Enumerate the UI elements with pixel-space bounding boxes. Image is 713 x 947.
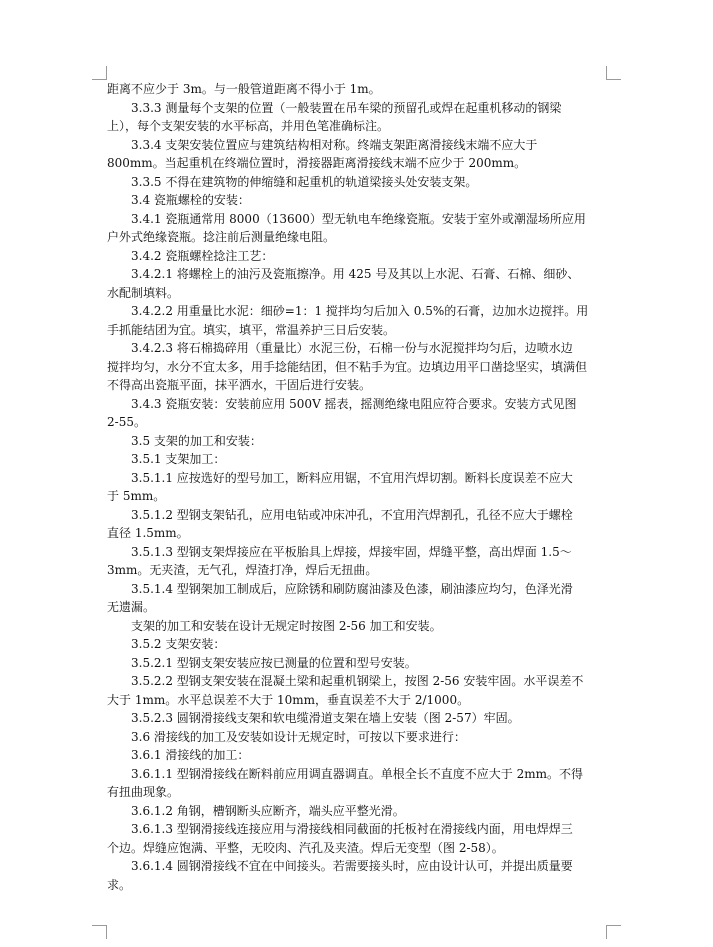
text-line: 3.6.1.4 圆钢滑接线不宜在中间接头。若需要接头时，应由设计认可，并提出质量要 bbox=[131, 859, 573, 873]
text-line: 2-55。 bbox=[107, 415, 146, 429]
paragraph bbox=[107, 136, 607, 173]
crop-mark-bottom-right-vertical bbox=[606, 925, 607, 939]
text-line: 800mm。当起重机在终端位置时，滑接器距离滑接线末端不应少于 200mm。 bbox=[107, 156, 527, 170]
crop-mark-bottom-left-horizontal bbox=[92, 925, 107, 926]
paragraph bbox=[107, 617, 607, 636]
text-line: 户外式绝缘瓷瓶。捻注前后测量绝缘电阻。 bbox=[107, 230, 336, 244]
paragraph bbox=[107, 857, 607, 894]
paragraph bbox=[107, 99, 607, 136]
paragraph bbox=[107, 580, 607, 617]
text-line: 3mm。无夹渣，无气孔，焊渣打净，焊后无扭曲。 bbox=[107, 563, 378, 577]
text-line: 手抓能结团为宜。填实，填平，常温养护三日后安装。 bbox=[107, 322, 396, 337]
text-line: 3.4.2.1 将螺栓上的油污及瓷瓶擦净。用 425 号及其以上水泥、石膏、石棉、细砂、 bbox=[131, 267, 580, 281]
crop-mark-top-right-vertical bbox=[606, 66, 607, 80]
text-line: 水配制填料。 bbox=[107, 285, 180, 300]
crop-mark-top-right-horizontal bbox=[606, 79, 621, 80]
text-line: 3.5.1.3 型钢支架焊接应在平板胎具上焊接，焊接牢固，焊缝平整，高出焊面 1.5～ bbox=[131, 544, 572, 559]
crop-mark-bottom-right-horizontal bbox=[606, 925, 621, 926]
paragraph bbox=[107, 543, 607, 580]
text-line: 个边。焊缝应饱满、平整，无咬肉、汽孔及夹渣。焊后无变型（图 2-58）。 bbox=[107, 840, 504, 855]
crop-mark-top-left-vertical bbox=[106, 66, 107, 80]
section-heading bbox=[107, 728, 607, 747]
section-heading bbox=[107, 191, 607, 210]
text-line: 3.4.3 瓷瓶安装：安装前应用 500V 摇表，摇测绝缘电阻应符合要求。安装方式见图 bbox=[131, 396, 577, 411]
text-line: 3.4.2.2 用重量比水泥：细砂=1：1 搅拌均匀后加入 0.5%的石膏，边加水边搅拌。用 bbox=[131, 304, 589, 318]
text-line: 3.4.2 瓷瓶螺栓捻注工艺： bbox=[131, 248, 274, 263]
text-line: 3.4 瓷瓶螺栓的安装： bbox=[131, 193, 250, 207]
paragraph bbox=[107, 469, 607, 506]
crop-mark-bottom-left-vertical bbox=[106, 925, 107, 939]
text-line: 求。 bbox=[107, 877, 132, 892]
paragraph bbox=[107, 672, 607, 709]
text-line: 3.3.5 不得在建筑物的伸缩缝和起重机的轨道梁接头处安装支架。 bbox=[131, 174, 478, 189]
paragraph bbox=[107, 802, 607, 821]
text-line: 3.5.1 支架加工： bbox=[131, 452, 226, 466]
text-line: 直径 1.5mm。 bbox=[107, 526, 189, 540]
text-line: 距离不应少于 3m。与一般管道距离不得小于 1m。 bbox=[107, 82, 381, 96]
crop-mark-top-left-horizontal bbox=[92, 79, 107, 80]
paragraph bbox=[107, 654, 607, 673]
text-line: 于 5mm。 bbox=[107, 489, 166, 503]
text-line: 3.5.1.2 型钢支架钻孔，应用电钻或冲床冲孔，不宜用汽焊割孔，孔径不应大于螺栓 bbox=[131, 507, 573, 522]
text-line: 有扭曲现象。 bbox=[107, 785, 180, 799]
text-line: 3.3.4 支架安装位置应与建筑结构相对称。终端支架距离滑接线末端不应大于 bbox=[131, 137, 538, 152]
text-line: 3.3.3 测量每个支架的位置（一般装置在吊车梁的预留孔或焊在起重机移动的钢梁 bbox=[131, 100, 562, 115]
paragraph bbox=[107, 265, 607, 302]
text-line: 3.6.1.3 型钢滑接线连接应用与滑接线相同截面的托板衬在滑接线内面，用电焊焊三 bbox=[131, 822, 573, 836]
paragraph bbox=[107, 210, 607, 247]
paragraph bbox=[107, 765, 607, 802]
text-line: 3.6.1.1 型钢滑接线在断料前应用调直器调直。单根全长不直度不应大于 2mm。不得 bbox=[131, 766, 584, 781]
paragraph bbox=[107, 173, 607, 192]
text-line: 3.4.2.3 将石棉捣碎用（重量比）水泥三份，石棉一份与水泥搅拌均匀后，边喷水边 bbox=[131, 341, 573, 355]
text-line: 大于 1mm。水平总误差不大于 10mm，垂直误差不大于 2/1000。 bbox=[107, 692, 470, 707]
text-line: 支架的加工和安装在设计无规定时按图 2-56 加工和安装。 bbox=[131, 618, 442, 633]
text-line: 3.5 支架的加工和安装： bbox=[131, 433, 262, 448]
text-line: 3.6.1 滑接线的加工： bbox=[131, 748, 250, 762]
text-line: 3.5.1.4 型钢架加工制成后，应除锈和刷防腐油漆及色漆，刷油漆应均匀，色泽光滑 bbox=[131, 581, 573, 596]
paragraph bbox=[107, 709, 607, 728]
document-body bbox=[107, 80, 607, 894]
paragraph bbox=[107, 506, 607, 543]
text-line: 3.6.1.2 角钢，槽钢断头应断齐，端头应平整光滑。 bbox=[131, 803, 405, 818]
section-heading bbox=[107, 247, 607, 266]
text-line: 搅拌均匀，水分不宜太多，用手捻能结团，但不粘手为宜。边填边用平口凿捻坚实，填满但 bbox=[107, 359, 588, 374]
text-line: 无遗漏。 bbox=[107, 600, 156, 614]
section-heading bbox=[107, 746, 607, 765]
paragraph bbox=[107, 80, 607, 99]
paragraph bbox=[107, 395, 607, 432]
text-line: 3.5.2.1 型钢支架安装应按已测量的位置和型号安装。 bbox=[131, 655, 417, 670]
text-line: 3.6 滑接线的加工及安装如设计无规定时，可按以下要求进行： bbox=[131, 729, 466, 744]
paragraph bbox=[107, 339, 607, 395]
paragraph bbox=[107, 302, 607, 339]
section-heading bbox=[107, 635, 607, 654]
text-line: 3.5.1.1 应按选好的型号加工，断料应用锯，不宜用汽焊切割。断料长度误差不应大 bbox=[131, 470, 573, 485]
section-heading bbox=[107, 432, 607, 451]
text-line: 3.4.1 瓷瓶通常用 8000（13600）型无轨电车绝缘瓷瓶。安装于室外或潮湿场所应用 bbox=[131, 211, 586, 226]
text-line: 不得高出瓷瓶平面，抹平洒水，干固后进行安装。 bbox=[107, 378, 372, 392]
text-line: 3.5.2.2 型钢支架安装在混凝土梁和起重机钢梁上，按图 2-56 安装牢固。水平误差不 bbox=[131, 674, 584, 688]
paragraph bbox=[107, 820, 607, 857]
text-line: 3.5.2.3 圆钢滑接线支架和软电缆滑道支架在墙上安装（图 2-57）牢固。 bbox=[131, 711, 520, 725]
text-line: 上），每个支架安装的水平标高，并用色笔准确标注。 bbox=[107, 119, 390, 133]
section-heading bbox=[107, 450, 607, 469]
text-line: 3.5.2 支架安装： bbox=[131, 637, 226, 651]
